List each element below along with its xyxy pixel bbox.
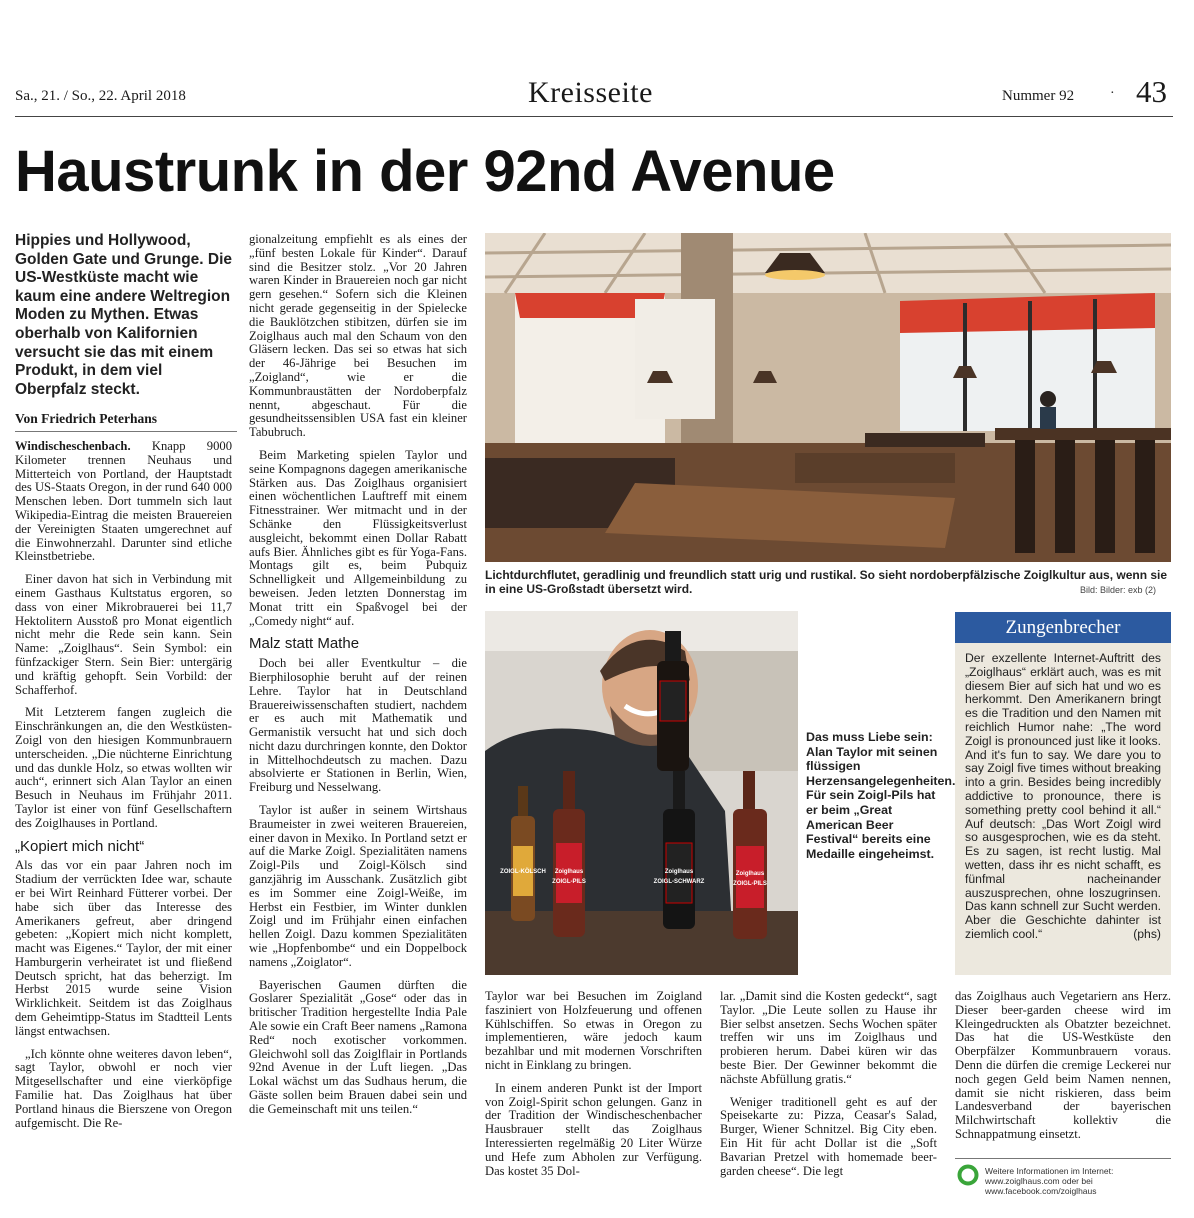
paragraph: Mit Letzterem fangen zugleich die Einschränkungen an, die den Westküsten-Zoigl von den hiesigen Kommunbrauern unterscheiden. „Die nüchterne Einrichtung und das dunkle Holz, so etwas wollten wir auch“, erinnert sich Alan Taylor an einen Besuch in Neuhaus im Frühjahr 2011. Taylor ist einer von fünf Gesellschaftern des Zoiglhauses in Portland. <box>15 705 232 830</box>
article-column-2 <box>249 233 467 1126</box>
issue-number: Nummer 92 <box>1002 88 1075 104</box>
info-circle-icon <box>957 1164 979 1186</box>
restaurant-interior-photo <box>485 233 1171 562</box>
bottle-label: Zoiglhaus <box>554 869 584 875</box>
bottle-label: ZOIGL-SCHWARZ <box>653 879 705 885</box>
author-initials: (phs) <box>1133 926 1161 941</box>
paragraph: lar. „Damit sind die Kosten gedeckt“, sagt Taylor. „Die Leute sollen zu Hause ihr Bier selbst ansetzen. Sechs Wochen später treffen wir uns im Zoiglhaus und probieren herum. Dabei küren wir das beste Bier. Der Gewinner bekommt die nächste Abfüllung gratis.“ <box>720 989 937 1086</box>
photo-caption-2: Das muss Liebe sein: Alan Taylor mit seinen flüssigen Herzensangelegenheiten. Für sein Zoigl-Pils hat er beim „Great American Beer Festival“ bereits eine Medaille eingeheimst. <box>806 730 956 861</box>
info-label: Weitere Informationen im Internet: <box>985 1166 1114 1176</box>
article-column-4 <box>720 990 937 1187</box>
photo-caption-1: Lichtdurchflutet, geradlinig und freundlich statt urig und rustikal. So sieht nordoberpfälzische Zoiglkultur aus, wenn sie in eine US-Großstadt übersetzt wird. <box>485 568 1168 596</box>
header-separator: · <box>1110 86 1115 101</box>
paragraph: das Zoiglhaus auch Vegetariern ans Herz. Dieser beer-garden cheese wird im Kleingedruckten als Obatzter bezeichnet. Das hat die US-Westküste den Oberpfälzer Kommunbrauern voraus. Denn die dürfen die cremige Leckerei nur noch gegen Geld beim Namen nennen, damit sie nicht riskieren, dass beim Landesverband der bayerischen Milchwirtschaft kollektiv die Schnappatmung einsetzt. <box>955 989 1171 1141</box>
bottles-illustration <box>485 611 798 975</box>
paragraph: Weniger traditionell geht es auf der Speisekarte zu: Pizza, Ceasar's Salad, Burger, Wiener Schnitzel. Big City eben. Ein Hit für acht Dollar ist die „Soft Bavarian Pretzel with homemade beer-garden cheese“. Die legt <box>720 1094 937 1178</box>
bottle-label: Zoiglhaus <box>664 869 694 875</box>
article-column-1 <box>15 440 232 1139</box>
info-box <box>985 1166 1171 1196</box>
paragraph: In einem anderen Punkt ist der Import von Zoigl-Spirit schon gelungen. Ganz in der Tradition der Windischeschenbacher Hausbrauer stellt das Zoiglhaus Interessierten regelmäßig 20 Liter Würze und Hefe zum Abholen zur Verfügung. Das kostet 35 Dol- <box>485 1080 702 1178</box>
issue-date: Sa., 21. / So., 22. April 2018 <box>15 88 186 104</box>
paragraph: Beim Marketing spielen Taylor und seine Kompagnons dagegen amerikanische Stärken aus. Das Zoiglhaus organisiert einen wöchentlichen Lauftreff mit einem Fitnesstrainer. Wer mitmacht und in der Schänke den Flüssigkeitsverlust ausgleicht, bekommt einen Dollar Rabatt aufs Bier. Ähnliches gibt es für Yoga-Fans. Montags gilt es, beim Pubquiz Schnelligkeit und Allgemeinbildung zu beweisen. Jeden letzten Donnerstag im Monat tritt ein Spaßvogel bei der „Comedy night“ auf. <box>249 447 467 628</box>
alan-taylor-photo <box>485 611 798 975</box>
paragraph: Taylor war bei Besuchen im Zoigland fasziniert von Holzfeuerung und offenen Kühlschiffen. So etwas in Oregon zu implementieren, wäre jedoch kaum bezahlbar und mit modernen Vorschriften nicht in Einklang zu bringen. <box>485 989 702 1072</box>
subheading: „Kopiert mich nicht“ <box>15 837 145 855</box>
sidebar-text: Der exzellente Internet-Auftritt des „Zoiglhaus“ erklärt auch, was es mit diesem Bier auf sich hat und wo es herkommt. Den Amerikanern bringt es die Tradition und den Namen mit reichlich Humor nahe: „The word Zoigl is pronounced just like it looks. And it's fun to say. We dare you to say Zoigl five times without breaking into a grin. Besides being incredibly addictive to pronounce, there is something pretty cool behind it all.“ Auf deutsch: „Das Wort Zoigl wird so ausgesprochen, wie es da steht. Es zu sagen, ist recht lustig. Mal wetten, dass ihr es nicht schafft, es fünfmal nacheinander auszusprechen, ohne loszugrinsen. Das kann schnell zur Sucht werden. Aber die Geschichte dahinter ist ziemlich cool.“ <box>965 651 1161 941</box>
website-link[interactable]: www.zoiglhaus.com oder bei <box>985 1176 1093 1186</box>
article-headline: Haustrunk in der 92nd Avenue <box>15 139 835 204</box>
paragraph: Taylor ist außer in seinem Wirtshaus Braumeister in zwei weiteren Brauereien, einer davon in Mexiko. In Portland setzt er auf die Marke Zoigl. Spezialitäten namens Zoigl-Pils und Zoigl-Kölsch sind ganzjährig im Ausschank. Zusätzlich gibt es im Sommer eine Zoigl-Weiße, im Herbst ein Festbier, im Winter dunklen Zoigl und im Frühjahr einen einfachen hellen Zoigl. Dazu kommen Spezialitäten wie „Hopfenbombe“ und ein Doppelbock namens „Zoiglator“. <box>249 803 467 969</box>
bottle-label: ZOIGL-KÖLSCH <box>500 869 546 875</box>
paragraph: gionalzeitung empfiehlt es als eines der „fünf besten Lokale für Kinder“. Darauf sind die Besitzer stolz. „Vor 20 Jahren waren Kinder in Brauereien noch gar nicht gern gesehen.“ Sofern sich die Kleinen nicht gerade gegenseitig in der Spielecke die Bauklötzchen stibitzen, dürfen sie im Zoiglhaus auch mal den Schaum von den Gläsern lecken. Das sei so etwas hat sich der 46-Jährige bei Besuchen im „Zoigland“, wie er die Kommunbraustätten der Nordoberpfalz nennt, abgeschaut. Für die gesundheitssensiblen USA fast ein kleiner Tabubruch. <box>249 232 467 440</box>
byline-rule <box>15 431 237 432</box>
info-rule <box>955 1158 1171 1159</box>
paragraph: Als das vor ein paar Jahren noch im Stadium der verrückten Idee war, schaute er bei Wirt Reinhard Fütterer vorbei. Der habe sich über das Interesse des Amerikaners gefreut, aber dringend gebeten: „Kopiert mich nicht komplett, macht was Eigenes.“ Taylor, der mit einer Hamburgerin verheiratet ist und fließend Deutsch spricht, hat das beherzigt. Im Herbst 2015 wurde seine Vision Wirklichkeit. Seitdem ist das Zoiglhaus dem Geheimtipp-Status im Stadtteil Lents längst entwachsen. <box>15 858 232 1038</box>
paragraph: „Ich könnte ohne weiteres davon leben“, sagt Taylor, obwohl er noch vier Mitgesellschafter und eine vierköpfige Familie hat. Das Zoiglhaus hat über Portland hinaus die Bierszene von Oregon aufgemischt. Die Re- <box>15 1046 232 1130</box>
interior-illustration <box>485 233 1171 562</box>
page-number: 43 <box>1136 74 1167 109</box>
sidebar-box-title: Zungenbrecher <box>955 612 1171 643</box>
paragraph: Bayerischen Gaumen dürften die Goslarer Spezialität „Gose“ oder das in britischer Tradition hergestellte India Pale Ale sowie ein Craft Beer namens „Ramona Red“ noch exotischer vorkommen. Gleichwohl soll das Zoiglflair in Portlands 92nd Avenue in der Luft liegen. „Das Lokal wächst um das Sudhaus herum, die Gäste sollen beim Brauen dabei sein und die Gemeinschaft mit uns teilen.“ <box>249 977 467 1116</box>
facebook-link[interactable]: www.facebook.com/zoiglhaus <box>985 1186 1097 1196</box>
byline: Von Friedrich Peterhans <box>15 411 157 426</box>
subheading: Malz statt Mathe <box>249 635 360 653</box>
article-column-5 <box>955 990 1171 1151</box>
article-column-3 <box>485 990 702 1187</box>
bottle-label: ZOIGL-PILS <box>733 881 767 887</box>
photo-credit: Bild: Bilder: exb (2) <box>1080 585 1157 595</box>
header-rule <box>15 116 1173 117</box>
dateline: Windischeschenbach. <box>15 439 131 453</box>
paragraph: Knapp 9000 Kilometer trennen Neuhaus und Mitterteich von Portland, der Hauptstadt des US-Staats Oregon, in der rund 640 000 Menschen leben. Dort tummeln sich laut Wikipedia-Eintrag die meisten Brauereien der Vereinigten Staaten umgerechnet auf die Einwohnerzahl. Darunter sind etliche Kleinstbetriebe. <box>15 439 232 564</box>
paragraph: Doch bei aller Eventkultur – die Bierphilosophie beruht auf der reinen Lehre. Taylor hat in Deutschland Brauereiwissenschaften studiert, nachdem er es auch mit Mathematik und Germanistik versucht hat und sich doch nicht dazu durchringen konnte, den Doktor in Mittelhochdeutsch zu machen. Dazu absolvierte er Stationen in Berlin, Wien, Freiburg und Nesselwang. <box>249 656 467 795</box>
paragraph: Einer davon hat sich in Verbindung mit einem Gasthaus Kultstatus ergoren, so dass von einer Mikrobrauerei bei 11,7 Hektolitern Ausstoß pro Monat eigentlich nicht mehr die Rede sein kann. Sein Name: „Zoiglhaus“. Sein Symbol: ein fünfzackiger Stern. Sein Bier: untergärig und kräftig gehopft. Sein Vorbild: der Schafferhof. <box>15 572 232 697</box>
bottle-label: Zoiglhaus <box>735 871 765 877</box>
sidebar-box-text <box>965 652 1161 942</box>
article-lead: Hippies und Hollywood, Golden Gate und Grunge. Die US-Westküste macht wie kaum eine andere Weltregion Moden zu Mythen. Etwas oberhalb von Kalifornien versucht sie das mit einem Produkt, in dem viel Oberpfalz steckt. <box>15 232 233 398</box>
section-title: Kreisseite <box>528 76 653 109</box>
bottle-label: ZOIGL-PILS <box>552 879 586 885</box>
